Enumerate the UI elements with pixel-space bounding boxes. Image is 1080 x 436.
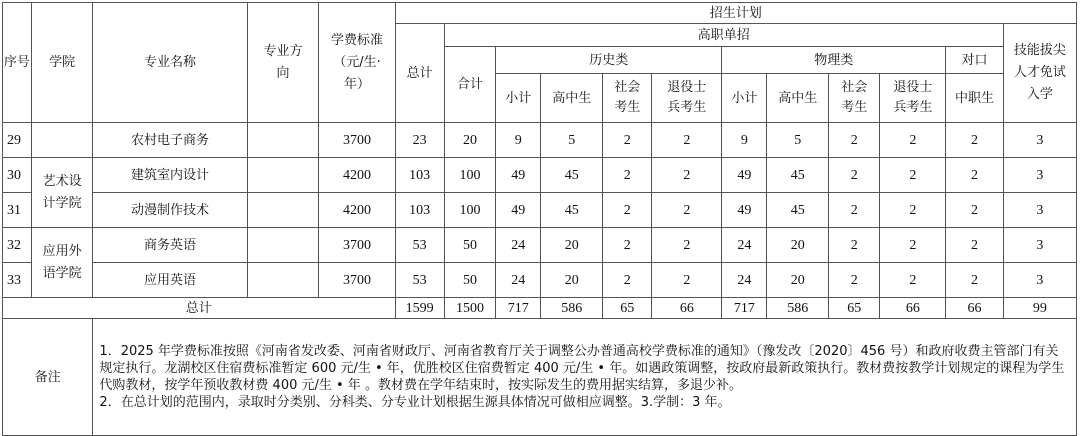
major-header: 专业名称 xyxy=(93,3,247,123)
physics-highschool-cell: 20 xyxy=(767,228,829,263)
history-highschool-cell: 5 xyxy=(541,123,603,158)
physics-veteran-cell: 2 xyxy=(880,123,946,158)
direction-cell xyxy=(247,263,319,298)
sum-cell: 100 xyxy=(444,193,495,228)
plan-header: 招生计划 xyxy=(395,3,1076,24)
duikou-header: 对口 xyxy=(946,47,1004,74)
physics-highschool-cell: 20 xyxy=(767,263,829,298)
seq-cell: 33 xyxy=(3,263,32,298)
sum-cell: 100 xyxy=(444,158,495,193)
history-header: 历史类 xyxy=(496,47,722,74)
seq-header: 序号 xyxy=(3,3,32,123)
vocational-cell: 2 xyxy=(946,193,1004,228)
total-header: 总计 xyxy=(395,24,444,123)
tuition-cell: 3700 xyxy=(319,228,395,263)
history-highschool-cell: 45 xyxy=(541,158,603,193)
sum-cell: 50 xyxy=(444,263,495,298)
history-social-cell: 2 xyxy=(603,263,652,298)
totals-physics-subtotal-cell: 717 xyxy=(722,298,767,319)
major-cell: 农村电子商务 xyxy=(93,123,247,158)
direction-cell xyxy=(247,158,319,193)
vocational-cell: 2 xyxy=(946,228,1004,263)
history-subtotal-cell: 49 xyxy=(496,193,541,228)
totals-physics-veteran-cell: 66 xyxy=(880,298,946,319)
enrollment-plan-document xyxy=(2,2,1077,420)
tuition-header: 学费标准（元/生·年） xyxy=(319,3,395,123)
seq-cell: 29 xyxy=(3,123,32,158)
physics-veteran-cell: 2 xyxy=(880,263,946,298)
history-veteran-cell: 2 xyxy=(652,193,722,228)
seq-cell: 32 xyxy=(3,228,32,263)
history-social-cell: 2 xyxy=(603,193,652,228)
physics-social-cell: 2 xyxy=(829,158,880,193)
history-veteran-header: 退役士兵考生 xyxy=(652,74,722,123)
direction-header: 专业方向 xyxy=(247,3,319,123)
physics-social-cell: 2 xyxy=(829,193,880,228)
physics-social-cell: 2 xyxy=(829,263,880,298)
skills-cell: 3 xyxy=(1003,123,1076,158)
tuition-cell: 3700 xyxy=(319,123,395,158)
physics-subtotal-cell: 24 xyxy=(722,228,767,263)
seq-cell: 30 xyxy=(3,158,32,193)
total-cell: 103 xyxy=(395,158,444,193)
notes-row xyxy=(3,319,1077,436)
table-row xyxy=(3,263,1077,298)
totals-total-cell: 1599 xyxy=(395,298,444,319)
sum-cell: 50 xyxy=(444,228,495,263)
totals-history-veteran-cell: 66 xyxy=(652,298,722,319)
direction-cell xyxy=(247,228,319,263)
total-cell: 103 xyxy=(395,193,444,228)
sum-header: 合计 xyxy=(444,47,495,123)
totals-skills-cell: 99 xyxy=(1003,298,1076,319)
physics-veteran-cell: 2 xyxy=(880,158,946,193)
totals-label: 总计 xyxy=(3,298,396,319)
history-social-cell: 2 xyxy=(603,228,652,263)
history-subtotal-cell: 24 xyxy=(496,228,541,263)
history-veteran-cell: 2 xyxy=(652,123,722,158)
skills-cell: 3 xyxy=(1003,263,1076,298)
skills-cell: 3 xyxy=(1003,228,1076,263)
totals-vocational-cell: 66 xyxy=(946,298,1004,319)
totals-history-highschool-cell: 586 xyxy=(541,298,603,319)
history-highschool-cell: 20 xyxy=(541,263,603,298)
physics-highschool-cell: 45 xyxy=(767,193,829,228)
vocational-cell: 2 xyxy=(946,263,1004,298)
header-row-1 xyxy=(3,3,1077,24)
totals-history-social-cell: 65 xyxy=(603,298,652,319)
enrollment-plan-table xyxy=(2,2,1077,436)
table-row xyxy=(3,228,1077,263)
table-row xyxy=(3,193,1077,228)
totals-sum-cell: 1500 xyxy=(444,298,495,319)
notes-line-1: 1．2025 年学费标准按照《河南省发改委、河南省财政厅、河南省教育厅关于调整公办普通高校学费标准的通知》（豫发改〔2020〕456 号）和政府收费主管部门有关规定执行。龙湖校区住宿费标准暂定 600 元/生 • 年，优胜校区住宿费暂定 400 元/生 • 年。如遇政策调整，按政府最新政策执行。教材费按教学计划规定的课程为学生代购教材，按学年预收教材费 400 元/生 • 年 。教材费在学年结束时，按实际发生的费用据实结算，多退少补。 xyxy=(99,344,1065,393)
history-subtotal-header: 小计 xyxy=(496,74,541,123)
history-subtotal-cell: 24 xyxy=(496,263,541,298)
history-veteran-cell: 2 xyxy=(652,263,722,298)
skills-cell: 3 xyxy=(1003,158,1076,193)
physics-subtotal-cell: 49 xyxy=(722,193,767,228)
physics-highschool-cell: 5 xyxy=(767,123,829,158)
notes-label: 备注 xyxy=(3,319,93,436)
total-cell: 23 xyxy=(395,123,444,158)
totals-history-subtotal-cell: 717 xyxy=(496,298,541,319)
physics-subtotal-header: 小计 xyxy=(722,74,767,123)
college-cell-art: 艺术设计学院 xyxy=(31,158,93,228)
physics-social-cell: 2 xyxy=(829,228,880,263)
history-social-header: 社会考生 xyxy=(603,74,652,123)
totals-physics-highschool-cell: 586 xyxy=(767,298,829,319)
vocational-cell: 2 xyxy=(946,158,1004,193)
direction-cell xyxy=(247,123,319,158)
physics-social-cell: 2 xyxy=(829,123,880,158)
major-cell: 应用英语 xyxy=(93,263,247,298)
notes-text xyxy=(93,319,1077,436)
seq-cell: 31 xyxy=(3,193,32,228)
sum-cell: 20 xyxy=(444,123,495,158)
tuition-cell: 3700 xyxy=(319,263,395,298)
tuition-cell: 4200 xyxy=(319,193,395,228)
major-cell: 商务英语 xyxy=(93,228,247,263)
direction-cell xyxy=(247,193,319,228)
skills-header: 技能拔尖人才免试入学 xyxy=(1003,24,1076,123)
history-subtotal-cell: 49 xyxy=(496,158,541,193)
history-highschool-header: 高中生 xyxy=(541,74,603,123)
physics-veteran-cell: 2 xyxy=(880,228,946,263)
college-cell-foreign: 应用外语学院 xyxy=(31,228,93,298)
total-cell: 53 xyxy=(395,263,444,298)
history-social-cell: 2 xyxy=(603,158,652,193)
physics-highschool-header: 高中生 xyxy=(767,74,829,123)
table-row xyxy=(3,158,1077,193)
history-highschool-cell: 20 xyxy=(541,228,603,263)
history-social-cell: 2 xyxy=(603,123,652,158)
major-cell: 建筑室内设计 xyxy=(93,158,247,193)
physics-veteran-header: 退役士兵考生 xyxy=(880,74,946,123)
vocational-cell: 2 xyxy=(946,123,1004,158)
skills-cell: 3 xyxy=(1003,193,1076,228)
table-row xyxy=(3,123,1077,158)
history-veteran-cell: 2 xyxy=(652,158,722,193)
major-cell: 动漫制作技术 xyxy=(93,193,247,228)
physics-social-header: 社会考生 xyxy=(829,74,880,123)
totals-row xyxy=(3,298,1077,319)
physics-highschool-cell: 45 xyxy=(767,158,829,193)
total-cell: 53 xyxy=(395,228,444,263)
notes-line-2: 2．在总计划的范围内，录取时分类别、分科类、分专业计划根据生源具体情况可做相应调整。3.学制：3 年。 xyxy=(99,395,731,410)
totals-physics-social-cell: 65 xyxy=(829,298,880,319)
history-highschool-cell: 45 xyxy=(541,193,603,228)
higher-vocational-header: 高职单招 xyxy=(444,24,1003,47)
tuition-cell: 4200 xyxy=(319,158,395,193)
college-header: 学院 xyxy=(31,3,93,123)
physics-subtotal-cell: 49 xyxy=(722,158,767,193)
physics-veteran-cell: 2 xyxy=(880,193,946,228)
physics-subtotal-cell: 24 xyxy=(722,263,767,298)
physics-header: 物理类 xyxy=(722,47,946,74)
physics-subtotal-cell: 9 xyxy=(722,123,767,158)
college-cell xyxy=(31,123,93,158)
history-veteran-cell: 2 xyxy=(652,228,722,263)
vocational-header: 中职生 xyxy=(946,74,1004,123)
history-subtotal-cell: 9 xyxy=(496,123,541,158)
